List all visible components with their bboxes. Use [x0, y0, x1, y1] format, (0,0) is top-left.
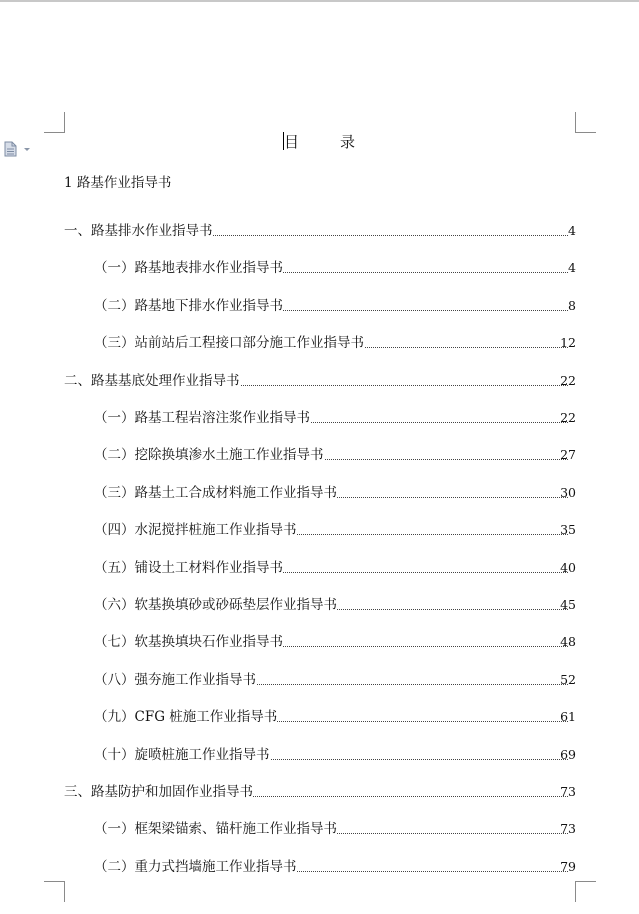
toc-entry[interactable] — [0, 521, 639, 541]
toc-entry[interactable] — [0, 633, 639, 653]
toc-entry-label: 二、路基基底处理作业指导书 — [64, 372, 240, 389]
toc-entry[interactable] — [0, 222, 639, 242]
toc-entry-label: （一）框架梁锚索、锚杆施工作业指导书 — [94, 821, 337, 838]
toc-entry[interactable] — [0, 783, 639, 803]
toc-entry-label: （七）软基换填块石作业指导书 — [94, 634, 283, 651]
toc-page-number: 48 — [560, 634, 576, 650]
toc-entry[interactable] — [0, 259, 639, 279]
toc-page-number: 8 — [568, 297, 576, 313]
toc-page-number: 12 — [560, 335, 576, 351]
toc-page-number: 40 — [560, 559, 576, 575]
toc-page-number: 45 — [560, 597, 576, 612]
toc-page-number: 79 — [560, 858, 576, 874]
toc-entry[interactable] — [0, 708, 639, 728]
toc-entry-label: （十）旋喷桩施工作业指导书 — [94, 746, 270, 763]
toc-entry-label: （二）路基地下排水作业指导书 — [94, 297, 283, 314]
toc-entry[interactable] — [0, 820, 639, 840]
margin-corner-top-left — [44, 112, 65, 133]
margin-corner-bottom-left — [44, 881, 65, 902]
toc-page-number: 35 — [560, 522, 576, 538]
toc-page-number: 69 — [560, 746, 576, 762]
toc-entry[interactable] — [0, 858, 639, 878]
toc-entry[interactable] — [0, 746, 639, 766]
toc-entry-label: （二）挖除换填渗水土施工作业指导书 — [94, 447, 324, 464]
toc-entry[interactable] — [0, 409, 639, 429]
toc-page-number: 4 — [568, 260, 576, 276]
toc-entry-label: （一）路基工程岩溶注浆作业指导书 — [94, 410, 310, 426]
toc-entry[interactable] — [0, 297, 639, 317]
toc-entry[interactable] — [0, 446, 639, 466]
toc-page-number: 52 — [560, 671, 576, 687]
toc-entry[interactable] — [0, 372, 639, 392]
toc-entry-label: （三）路基土工合成材料施工作业指导书 — [94, 484, 337, 501]
toc-page-number: 73 — [560, 784, 576, 799]
margin-corner-top-right — [575, 112, 596, 133]
toc-entry-label: （九）CFG 桩施工作业指导书 — [94, 709, 278, 726]
toc-entry[interactable] — [0, 559, 639, 579]
toc-page-number: 4 — [568, 223, 576, 238]
toc-entry-label: （四）水泥搅拌桩施工作业指导书 — [94, 522, 297, 539]
text-cursor — [283, 132, 284, 150]
toc-entry[interactable] — [0, 671, 639, 691]
toc-entry-label: 三、路基防护和加固作业指导书 — [64, 784, 253, 800]
toc-title-char-1: 目 — [284, 133, 300, 151]
toc-entry[interactable] — [0, 334, 639, 354]
toc-title-char-2: 录 — [340, 133, 356, 151]
toc-entry-label: （二）重力式挡墙施工作业指导书 — [94, 858, 297, 875]
toc-page-number: 61 — [560, 709, 576, 725]
toc-page-number: 27 — [560, 447, 576, 463]
toc-entry-label: （五）铺设土工材料作业指导书 — [94, 559, 283, 576]
toc-entry-label: （六）软基换填砂或砂砾垫层作业指导书 — [94, 597, 337, 613]
toc-page-number: 30 — [560, 484, 576, 500]
toc-entry-label: （一）路基地表排水作业指导书 — [94, 260, 283, 277]
toc-entry-label: （三）站前站后工程接口部分施工作业指导书 — [94, 335, 364, 352]
toc-page-number: 22 — [560, 372, 576, 388]
toc-page-number: 73 — [560, 821, 576, 837]
margin-corner-bottom-right — [575, 881, 596, 902]
toc-entry-label: （八）强夯施工作业指导书 — [94, 671, 256, 688]
toc-entry[interactable] — [0, 596, 639, 616]
top-border — [0, 0, 639, 2]
toc-entry-label: 一、路基排水作业指导书 — [64, 223, 213, 239]
toc-entry[interactable] — [0, 484, 639, 504]
section-heading: 1 路基作业指导书 — [64, 175, 172, 191]
toc-page-number: 22 — [560, 410, 576, 425]
toc-title — [0, 131, 639, 151]
